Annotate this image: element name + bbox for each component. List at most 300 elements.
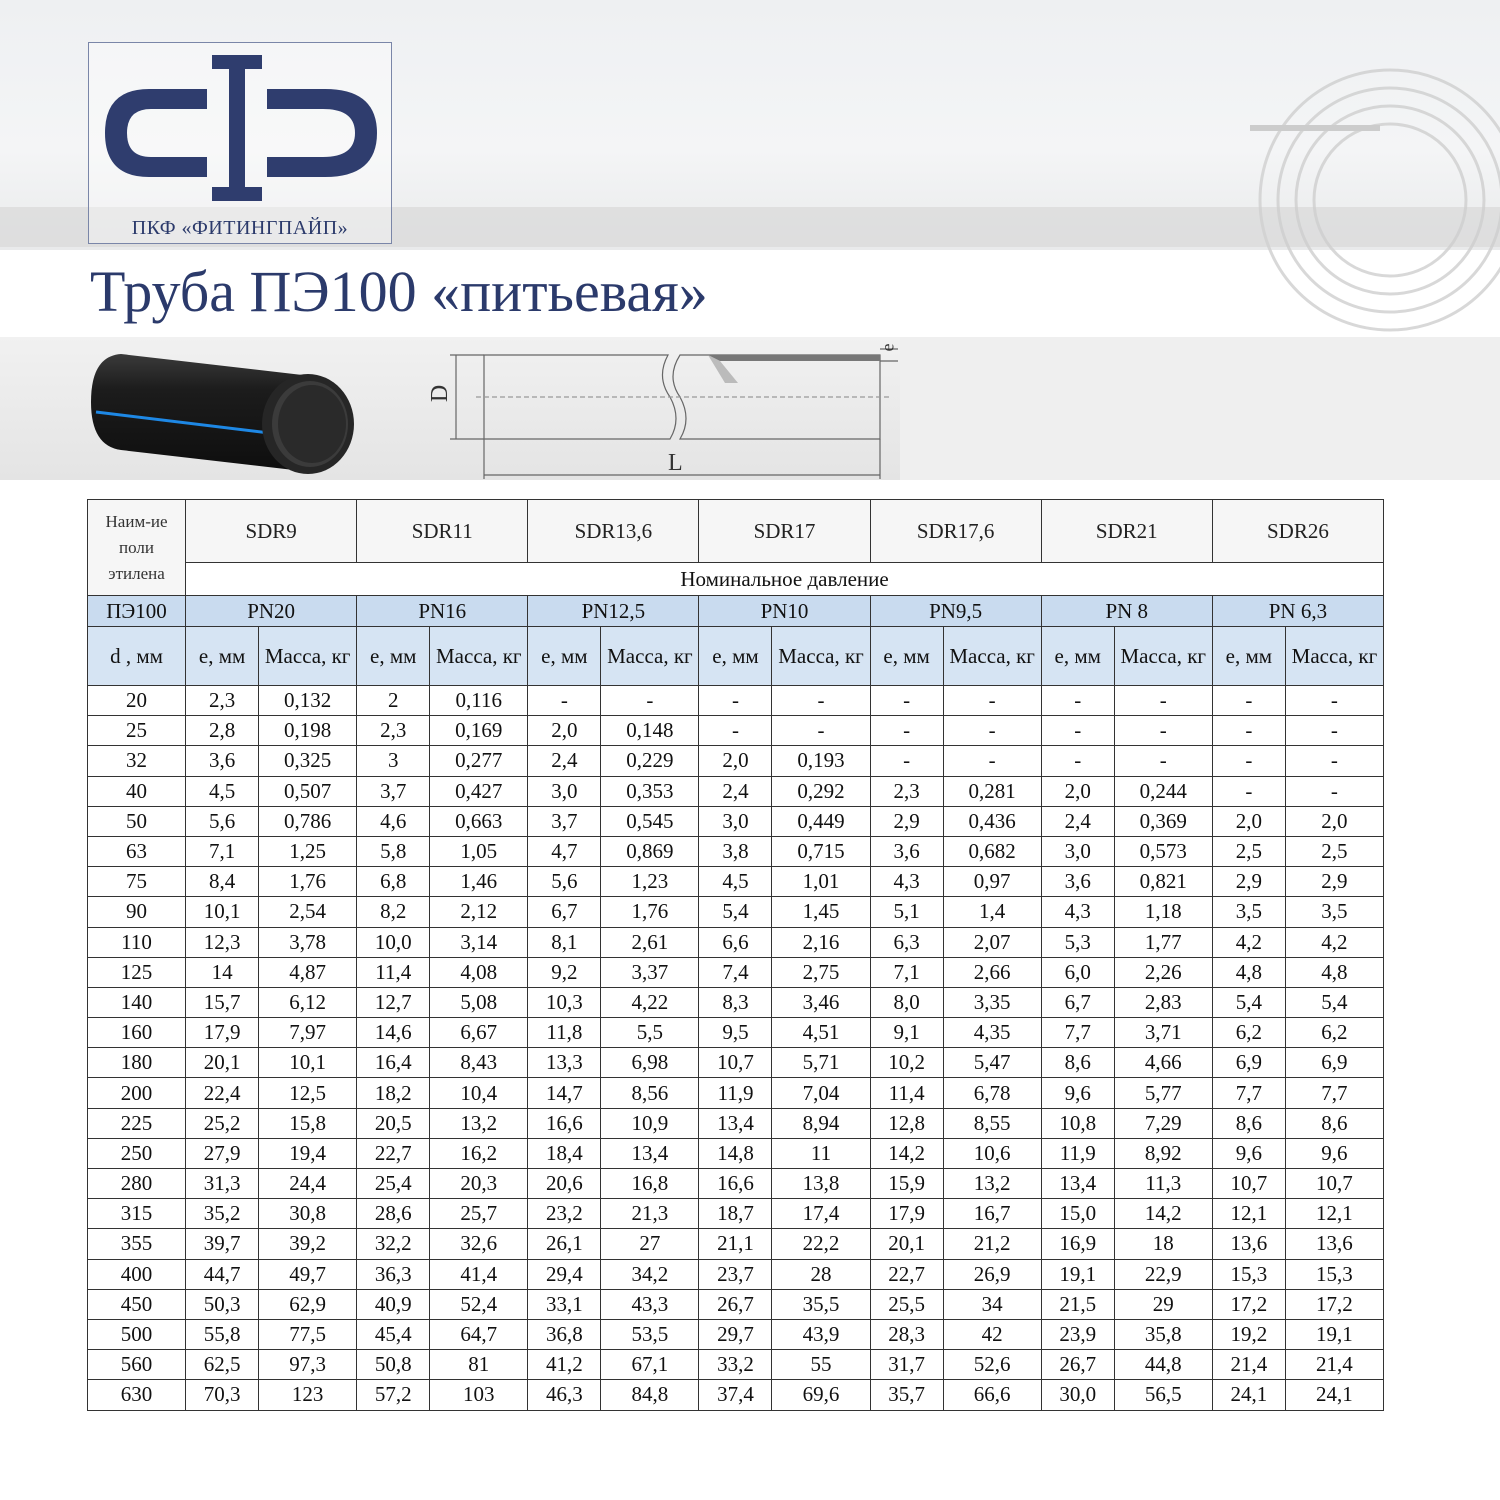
spec-table <box>87 499 1384 1411</box>
cell-thickness: 3,6 <box>870 836 943 866</box>
cell-thickness: 9,1 <box>870 1018 943 1048</box>
cell-thickness: 2,9 <box>1212 867 1285 897</box>
cell-mass: 8,6 <box>1285 1108 1383 1138</box>
cell-thickness: 17,2 <box>1212 1289 1285 1319</box>
cell-mass: 1,18 <box>1114 897 1212 927</box>
cell-thickness: 4,3 <box>870 867 943 897</box>
cell-diameter: 355 <box>88 1229 186 1259</box>
table-row <box>88 1138 1384 1168</box>
cell-thickness: 15,0 <box>1041 1199 1114 1229</box>
cell-mass: 39,2 <box>259 1229 357 1259</box>
header-sdr: SDR17,6 <box>870 500 1041 563</box>
table-row <box>88 987 1384 1017</box>
cell-thickness: 28,3 <box>870 1319 943 1349</box>
header-row-pn <box>88 596 1384 627</box>
cell-thickness: 7,4 <box>699 957 772 987</box>
cell-thickness: 33,2 <box>699 1350 772 1380</box>
cell-mass: 12,1 <box>1285 1199 1383 1229</box>
cell-mass: 5,47 <box>943 1048 1041 1078</box>
cell-thickness: 5,8 <box>357 836 430 866</box>
cell-thickness: 4,6 <box>357 806 430 836</box>
cell-mass: 0,148 <box>601 716 699 746</box>
cell-mass: 1,46 <box>430 867 528 897</box>
cell-thickness: 2,0 <box>1212 806 1285 836</box>
cell-thickness: 19,1 <box>1041 1259 1114 1289</box>
cell-mass: 10,9 <box>601 1108 699 1138</box>
cell-thickness: 10,7 <box>699 1048 772 1078</box>
cell-mass: 0,229 <box>601 746 699 776</box>
cell-diameter: 63 <box>88 836 186 866</box>
cell-mass: 64,7 <box>430 1319 528 1349</box>
header-pn: PN20 <box>186 596 357 627</box>
cell-mass: 41,4 <box>430 1259 528 1289</box>
cell-thickness: 26,7 <box>1041 1350 1114 1380</box>
cell-mass: 6,9 <box>1285 1048 1383 1078</box>
cell-mass: 0,427 <box>430 776 528 806</box>
cell-mass: - <box>1114 746 1212 776</box>
header-mass: Масса, кг <box>430 627 528 686</box>
cell-diameter: 180 <box>88 1048 186 1078</box>
cell-mass: 19,4 <box>259 1138 357 1168</box>
cell-diameter: 140 <box>88 987 186 1017</box>
cell-mass: 3,14 <box>430 927 528 957</box>
cell-mass: 67,1 <box>601 1350 699 1380</box>
cell-thickness: 3,0 <box>1041 836 1114 866</box>
cell-thickness: 2 <box>357 686 430 716</box>
pipe-drawing-icon <box>420 337 910 480</box>
decorative-rings <box>1230 60 1500 360</box>
cell-mass: 0,116 <box>430 686 528 716</box>
cell-thickness: 9,6 <box>1041 1078 1114 1108</box>
cell-thickness: - <box>528 686 601 716</box>
cell-mass: 16,8 <box>601 1169 699 1199</box>
cell-diameter: 90 <box>88 897 186 927</box>
cell-mass: 9,6 <box>1285 1138 1383 1168</box>
cell-thickness: 37,4 <box>699 1380 772 1410</box>
header-pn: PN 8 <box>1041 596 1212 627</box>
cell-thickness: 25,2 <box>186 1108 259 1138</box>
cell-thickness: 7,7 <box>1212 1078 1285 1108</box>
cell-thickness: 3,5 <box>1212 897 1285 927</box>
table-row <box>88 1380 1384 1410</box>
cell-thickness: 8,4 <box>186 867 259 897</box>
cell-thickness: 7,1 <box>186 836 259 866</box>
cell-thickness: 6,3 <box>870 927 943 957</box>
logo-mark-icon <box>99 51 383 216</box>
cell-thickness: 31,7 <box>870 1350 943 1380</box>
cell-mass: 4,66 <box>1114 1048 1212 1078</box>
cell-thickness: 21,5 <box>1041 1289 1114 1319</box>
cell-thickness: 2,4 <box>528 746 601 776</box>
cell-thickness: 3,0 <box>528 776 601 806</box>
cell-thickness: 4,5 <box>699 867 772 897</box>
cell-thickness: 14,2 <box>870 1138 943 1168</box>
cell-mass: 13,2 <box>430 1108 528 1138</box>
cell-mass: 5,71 <box>772 1048 870 1078</box>
cell-thickness: 15,3 <box>1212 1259 1285 1289</box>
cell-diameter: 500 <box>88 1319 186 1349</box>
cell-thickness: 3,7 <box>528 806 601 836</box>
cell-thickness: 4,5 <box>186 776 259 806</box>
cell-mass: 11 <box>772 1138 870 1168</box>
cell-mass: 4,51 <box>772 1018 870 1048</box>
cell-mass: 2,83 <box>1114 987 1212 1017</box>
cell-thickness: 3,6 <box>1041 867 1114 897</box>
cell-mass: 0,786 <box>259 806 357 836</box>
cell-mass: 2,26 <box>1114 957 1212 987</box>
cell-mass: 2,07 <box>943 927 1041 957</box>
cell-thickness: 20,1 <box>186 1048 259 1078</box>
cell-thickness: 11,4 <box>357 957 430 987</box>
cell-mass: 27 <box>601 1229 699 1259</box>
cell-thickness: 50,3 <box>186 1289 259 1319</box>
cell-mass: 8,43 <box>430 1048 528 1078</box>
cell-thickness: - <box>1041 716 1114 746</box>
cell-mass: 28 <box>772 1259 870 1289</box>
cell-mass: 15,3 <box>1285 1259 1383 1289</box>
table-row <box>88 806 1384 836</box>
cell-mass: 0,663 <box>430 806 528 836</box>
cell-mass: 8,55 <box>943 1108 1041 1138</box>
cell-thickness: 35,2 <box>186 1199 259 1229</box>
header-mass: Масса, кг <box>1114 627 1212 686</box>
cell-thickness: 26,7 <box>699 1289 772 1319</box>
cell-mass: 4,2 <box>1285 927 1383 957</box>
cell-mass: 25,7 <box>430 1199 528 1229</box>
cell-thickness: 10,8 <box>1041 1108 1114 1138</box>
cell-mass: 22,9 <box>1114 1259 1212 1289</box>
cell-mass: 49,7 <box>259 1259 357 1289</box>
cell-thickness: 27,9 <box>186 1138 259 1168</box>
cell-mass: - <box>772 716 870 746</box>
cell-thickness: 16,9 <box>1041 1229 1114 1259</box>
cell-mass: 5,4 <box>1285 987 1383 1017</box>
cell-thickness: 10,2 <box>870 1048 943 1078</box>
corner-header: Наим-ие поли этилена <box>88 500 186 596</box>
cell-thickness: - <box>1212 746 1285 776</box>
cell-mass: 2,66 <box>943 957 1041 987</box>
cell-thickness: 3 <box>357 746 430 776</box>
cell-thickness: 11,9 <box>1041 1138 1114 1168</box>
cell-mass: 1,23 <box>601 867 699 897</box>
header-row-units <box>88 627 1384 686</box>
cell-mass: 52,6 <box>943 1350 1041 1380</box>
drawing-d-label: D <box>427 384 454 403</box>
cell-diameter: 630 <box>88 1380 186 1410</box>
cell-thickness: - <box>870 716 943 746</box>
cell-thickness: 2,0 <box>699 746 772 776</box>
cell-mass: 10,6 <box>943 1138 1041 1168</box>
cell-mass: 29 <box>1114 1289 1212 1319</box>
cell-thickness: - <box>1212 686 1285 716</box>
header-mass: Масса, кг <box>259 627 357 686</box>
cell-thickness: 11,8 <box>528 1018 601 1048</box>
cell-mass: 20,3 <box>430 1169 528 1199</box>
cell-mass: 7,04 <box>772 1078 870 1108</box>
cell-thickness: 18,4 <box>528 1138 601 1168</box>
cell-diameter: 110 <box>88 927 186 957</box>
header-pn: PN12,5 <box>528 596 699 627</box>
cell-mass: 32,6 <box>430 1229 528 1259</box>
cell-mass: 97,3 <box>259 1350 357 1380</box>
cell-thickness: 46,3 <box>528 1380 601 1410</box>
table-row <box>88 1229 1384 1259</box>
table-row <box>88 1108 1384 1138</box>
cell-mass: 34 <box>943 1289 1041 1319</box>
header-pressure: Номинальное давление <box>186 563 1384 596</box>
table-row <box>88 1169 1384 1199</box>
cell-mass: - <box>1114 686 1212 716</box>
cell-thickness: 2,3 <box>870 776 943 806</box>
cell-thickness: 11,9 <box>699 1078 772 1108</box>
cell-thickness: 62,5 <box>186 1350 259 1380</box>
cell-thickness: 11,4 <box>870 1078 943 1108</box>
cell-mass: 53,5 <box>601 1319 699 1349</box>
table-row <box>88 686 1384 716</box>
header-e: e, мм <box>699 627 772 686</box>
cell-mass: 52,4 <box>430 1289 528 1319</box>
cell-mass: 84,8 <box>601 1380 699 1410</box>
cell-thickness: 5,3 <box>1041 927 1114 957</box>
cell-mass: 123 <box>259 1380 357 1410</box>
cell-mass: 15,8 <box>259 1108 357 1138</box>
cell-thickness: 29,4 <box>528 1259 601 1289</box>
cell-diameter: 160 <box>88 1018 186 1048</box>
cell-mass: 5,5 <box>601 1018 699 1048</box>
cell-mass: 7,97 <box>259 1018 357 1048</box>
cell-thickness: 30,0 <box>1041 1380 1114 1410</box>
cell-mass: 66,6 <box>943 1380 1041 1410</box>
cell-thickness: 23,7 <box>699 1259 772 1289</box>
cell-mass: 0,97 <box>943 867 1041 897</box>
cell-thickness: 15,9 <box>870 1169 943 1199</box>
cell-mass: 0,449 <box>772 806 870 836</box>
header-e: e, мм <box>357 627 430 686</box>
cell-mass: 2,61 <box>601 927 699 957</box>
cell-mass: 6,12 <box>259 987 357 1017</box>
cell-mass: 43,9 <box>772 1319 870 1349</box>
cell-mass: 2,9 <box>1285 867 1383 897</box>
cell-mass: 1,05 <box>430 836 528 866</box>
cell-thickness: 16,6 <box>699 1169 772 1199</box>
cell-mass: 4,08 <box>430 957 528 987</box>
table-row <box>88 776 1384 806</box>
cell-mass: 0,244 <box>1114 776 1212 806</box>
cell-thickness: - <box>1041 746 1114 776</box>
cell-thickness: 21,4 <box>1212 1350 1285 1380</box>
cell-thickness: 5,6 <box>528 867 601 897</box>
cell-mass: 21,2 <box>943 1229 1041 1259</box>
cell-mass: 2,12 <box>430 897 528 927</box>
drawing-e-label: e <box>877 343 898 352</box>
cell-thickness: 25,4 <box>357 1169 430 1199</box>
cell-mass: 56,5 <box>1114 1380 1212 1410</box>
cell-thickness: 8,6 <box>1212 1108 1285 1138</box>
cell-mass: 18 <box>1114 1229 1212 1259</box>
header-sdr: SDR9 <box>186 500 357 563</box>
cell-thickness: - <box>1212 776 1285 806</box>
cell-mass: 4,87 <box>259 957 357 987</box>
cell-thickness: 3,8 <box>699 836 772 866</box>
table-row <box>88 1350 1384 1380</box>
cell-mass: 0,193 <box>772 746 870 776</box>
table-body <box>88 686 1384 1411</box>
cell-thickness: 13,4 <box>699 1108 772 1138</box>
cell-mass: 16,2 <box>430 1138 528 1168</box>
cell-mass: 0,573 <box>1114 836 1212 866</box>
cell-mass: - <box>943 716 1041 746</box>
header-d: d , мм <box>88 627 186 686</box>
cell-mass: 3,35 <box>943 987 1041 1017</box>
cell-diameter: 40 <box>88 776 186 806</box>
cell-thickness: 25,5 <box>870 1289 943 1319</box>
cell-mass: 35,8 <box>1114 1319 1212 1349</box>
cell-mass: 11,3 <box>1114 1169 1212 1199</box>
cell-mass: 16,7 <box>943 1199 1041 1229</box>
cell-mass: 43,3 <box>601 1289 699 1319</box>
cell-thickness: 41,2 <box>528 1350 601 1380</box>
header-pn: PN16 <box>357 596 528 627</box>
cell-thickness: 3,0 <box>699 806 772 836</box>
table-row <box>88 867 1384 897</box>
cell-thickness: 20,5 <box>357 1108 430 1138</box>
cell-mass: 8,56 <box>601 1078 699 1108</box>
header-sdr: SDR26 <box>1212 500 1383 563</box>
cell-thickness: 4,7 <box>528 836 601 866</box>
cell-thickness: 20,1 <box>870 1229 943 1259</box>
cell-mass: - <box>943 746 1041 776</box>
cell-thickness: 8,6 <box>1041 1048 1114 1078</box>
cell-thickness: 2,3 <box>357 716 430 746</box>
cell-mass: - <box>943 686 1041 716</box>
cell-mass: 103 <box>430 1380 528 1410</box>
cell-thickness: 12,3 <box>186 927 259 957</box>
cell-mass: 0,821 <box>1114 867 1212 897</box>
cell-diameter: 125 <box>88 957 186 987</box>
cell-thickness: 6,6 <box>699 927 772 957</box>
cell-mass: - <box>1285 686 1383 716</box>
cell-thickness: - <box>699 686 772 716</box>
cell-thickness: 44,7 <box>186 1259 259 1289</box>
cell-thickness: 5,6 <box>186 806 259 836</box>
cell-thickness: 9,5 <box>699 1018 772 1048</box>
cell-diameter: 50 <box>88 806 186 836</box>
cell-mass: 3,5 <box>1285 897 1383 927</box>
cell-diameter: 32 <box>88 746 186 776</box>
cell-thickness: 31,3 <box>186 1169 259 1199</box>
cell-thickness: 22,7 <box>357 1138 430 1168</box>
cell-thickness: 6,2 <box>1212 1018 1285 1048</box>
cell-thickness: 10,0 <box>357 927 430 957</box>
cell-thickness: 2,8 <box>186 716 259 746</box>
table-row <box>88 1078 1384 1108</box>
cell-mass: 0,169 <box>430 716 528 746</box>
cell-mass: 55 <box>772 1350 870 1380</box>
cell-mass: 0,545 <box>601 806 699 836</box>
cell-thickness: 55,8 <box>186 1319 259 1349</box>
page-title: Труба ПЭ100 «питьевая» <box>90 259 708 324</box>
cell-thickness: 2,3 <box>186 686 259 716</box>
cell-thickness: 12,7 <box>357 987 430 1017</box>
cell-thickness: 22,7 <box>870 1259 943 1289</box>
cell-thickness: 22,4 <box>186 1078 259 1108</box>
cell-thickness: - <box>870 746 943 776</box>
cell-mass: 19,1 <box>1285 1319 1383 1349</box>
cell-thickness: 33,1 <box>528 1289 601 1319</box>
header-e: e, мм <box>1212 627 1285 686</box>
cell-mass: 2,54 <box>259 897 357 927</box>
cell-thickness: 6,7 <box>1041 987 1114 1017</box>
cell-thickness: 4,3 <box>1041 897 1114 927</box>
header-e: e, мм <box>1041 627 1114 686</box>
cell-diameter: 560 <box>88 1350 186 1380</box>
company-name: ПКФ «ФИТИНГПАЙП» <box>131 217 349 239</box>
cell-mass: 24,4 <box>259 1169 357 1199</box>
cell-thickness: 36,8 <box>528 1319 601 1349</box>
cell-mass: - <box>1285 746 1383 776</box>
table-row <box>88 1018 1384 1048</box>
cell-thickness: 17,9 <box>870 1199 943 1229</box>
cell-mass: 0,353 <box>601 776 699 806</box>
cell-mass: 42 <box>943 1319 1041 1349</box>
header-pn: PN9,5 <box>870 596 1041 627</box>
header-sdr: SDR13,6 <box>528 500 699 563</box>
cell-thickness: 10,3 <box>528 987 601 1017</box>
cell-thickness: 29,7 <box>699 1319 772 1349</box>
cell-mass: 34,2 <box>601 1259 699 1289</box>
cell-mass: 2,75 <box>772 957 870 987</box>
cell-thickness: 6,7 <box>528 897 601 927</box>
cell-mass: 6,78 <box>943 1078 1041 1108</box>
cell-thickness: 3,7 <box>357 776 430 806</box>
table-row <box>88 1319 1384 1349</box>
pipe-photo-icon <box>86 342 361 477</box>
cell-thickness: 24,1 <box>1212 1380 1285 1410</box>
cell-mass: 7,29 <box>1114 1108 1212 1138</box>
cell-thickness: 5,1 <box>870 897 943 927</box>
cell-mass: 10,1 <box>259 1048 357 1078</box>
cell-mass: 1,01 <box>772 867 870 897</box>
cell-thickness: 10,7 <box>1212 1169 1285 1199</box>
cell-thickness: 13,6 <box>1212 1229 1285 1259</box>
cell-thickness: 9,2 <box>528 957 601 987</box>
cell-thickness: 8,3 <box>699 987 772 1017</box>
cell-thickness: 32,2 <box>357 1229 430 1259</box>
cell-mass: 69,6 <box>772 1380 870 1410</box>
cell-mass: 0,292 <box>772 776 870 806</box>
cell-mass: 3,71 <box>1114 1018 1212 1048</box>
cell-mass: 30,8 <box>259 1199 357 1229</box>
cell-thickness: 28,6 <box>357 1199 430 1229</box>
header-e: e, мм <box>528 627 601 686</box>
cell-mass: 2,0 <box>1285 806 1383 836</box>
cell-mass: 10,4 <box>430 1078 528 1108</box>
cell-mass: 62,9 <box>259 1289 357 1319</box>
header-sdr: SDR21 <box>1041 500 1212 563</box>
cell-mass: 12,5 <box>259 1078 357 1108</box>
cell-thickness: - <box>1041 686 1114 716</box>
cell-diameter: 75 <box>88 867 186 897</box>
cell-mass: 13,6 <box>1285 1229 1383 1259</box>
cell-mass: - <box>772 686 870 716</box>
cell-mass: - <box>601 686 699 716</box>
cell-thickness: 23,2 <box>528 1199 601 1229</box>
cell-thickness: 20,6 <box>528 1169 601 1199</box>
cell-mass: 35,5 <box>772 1289 870 1319</box>
cell-thickness: 36,3 <box>357 1259 430 1289</box>
cell-thickness: - <box>699 716 772 746</box>
cell-mass: 6,2 <box>1285 1018 1383 1048</box>
